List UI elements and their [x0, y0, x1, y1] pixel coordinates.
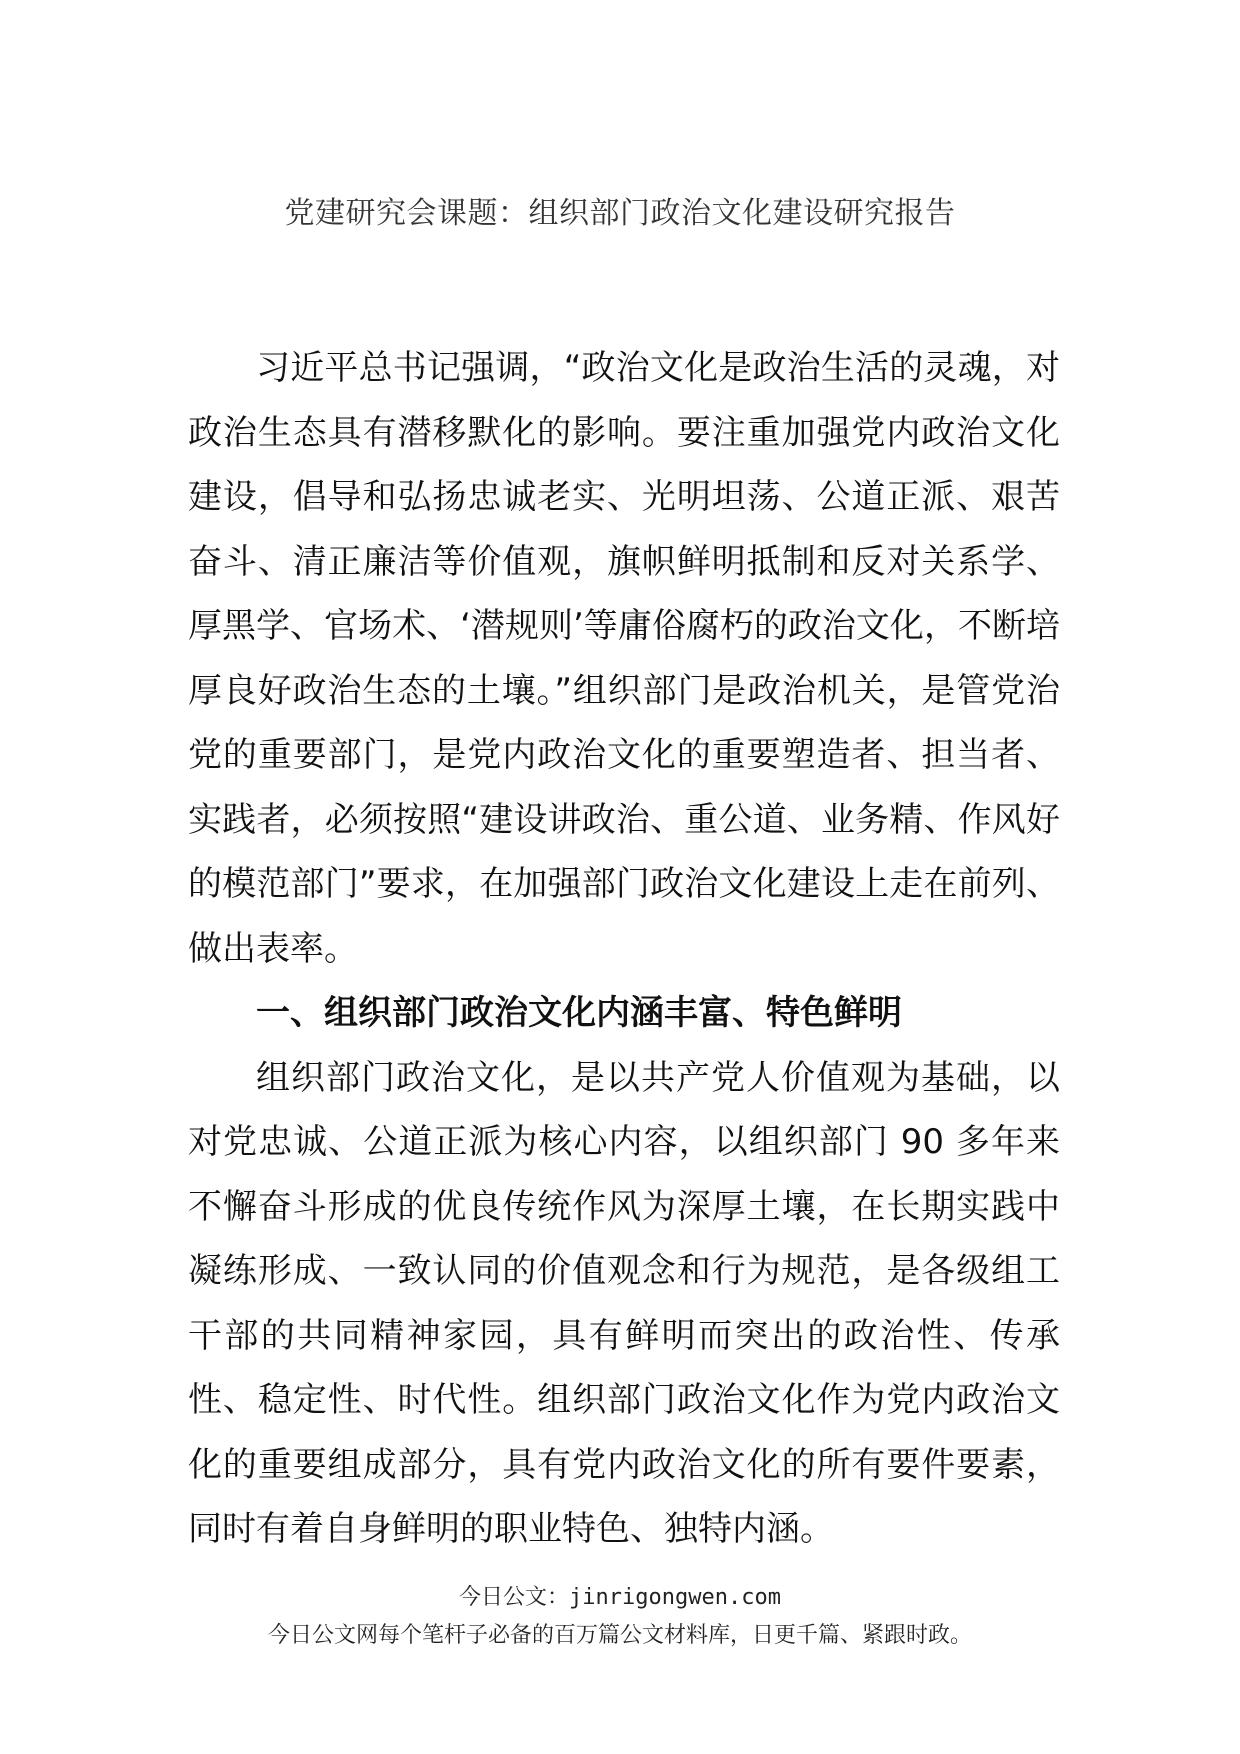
document-body	[188, 336, 1060, 1562]
section-heading-1: 一、组织部门政治文化内涵丰富、特色鲜明	[256, 993, 902, 1033]
footer-slogan: 今日公文网每个笔杆子必备的百万篇公文材料库，日更千篇、紧跟时政。	[267, 1623, 972, 1648]
footer-site-link[interactable]: 今日公文：jinrigongwen.com	[459, 1585, 781, 1610]
page-footer	[0, 1580, 1240, 1656]
document-title: 党建研究会课题：组织部门政治文化建设研究报告	[284, 196, 956, 231]
paragraph-section-1: 组织部门政治文化，是以共产党人价值观为基础，以对党忠诚、公道正派为核心内容，以组织部门 90 多年来不懈奋斗形成的优良传统作风为深厚土壤，在长期实践中凝练形成、一致认同的价值观念和行为规范，是各级组工干部的共同精神家园，具有鲜明而突出的政治性、传承性、稳定性、时代性。组织部门政治文化作为党内政治文化的重要组成部分，具有党内政治文化的所有要件要素，同时有着自身鲜明的职业特色、独特内涵。	[188, 1057, 1060, 1549]
paragraph-intro: 习近平总书记强调，“政治文化是政治生活的灵魂，对政治生态具有潜移默化的影响。要注重加强党内政治文化建设，倡导和弘扬忠诚老实、光明坦荡、公道正派、艰苦奋斗、清正廉洁等价值观，旗帜鲜明抵制和反对关系学、厚黑学、官场术、‘潜规则’等庸俗腐朽的政治文化，不断培厚良好政治生态的土壤。”组织部门是政治机关，是管党治党的重要部门，是党内政治文化的重要塑造者、担当者、实践者，必须按照“建设讲政治、重公道、业务精、作风好的模范部门”要求，在加强部门政治文化建设上走在前列、做出表率。	[188, 348, 1060, 969]
